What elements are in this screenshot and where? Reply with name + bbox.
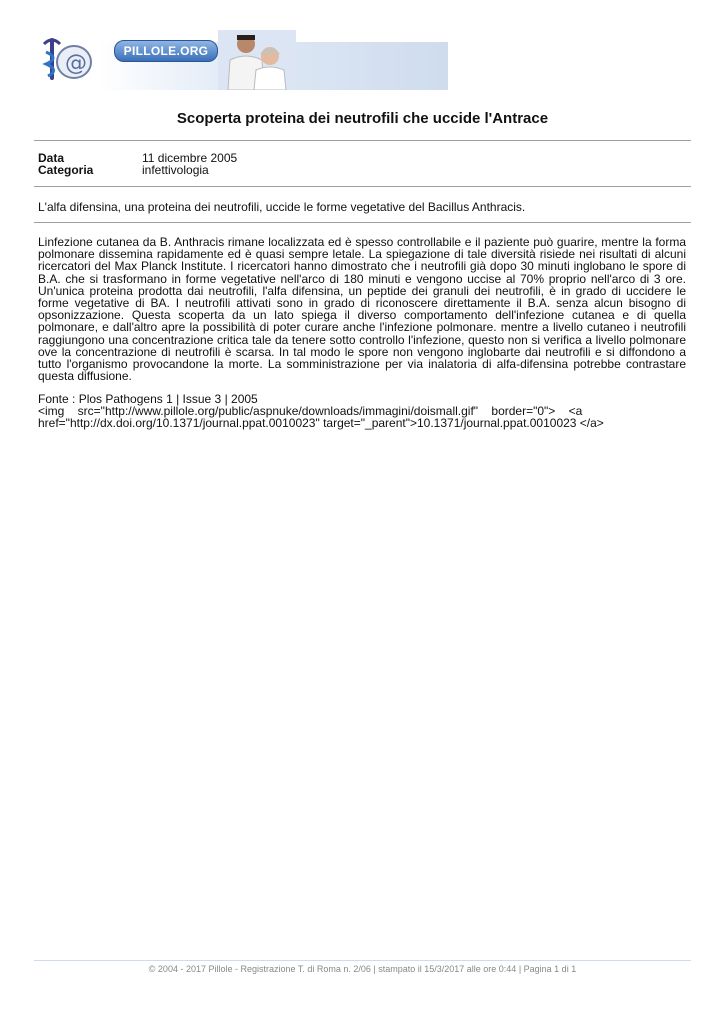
category-row [38, 164, 237, 176]
category-label: Categoria [38, 163, 94, 177]
article-title: Scoperta proteina dei neutrofili che uccide l'Antrace [176, 110, 549, 127]
article-source [38, 393, 658, 429]
svg-text:@: @ [65, 51, 87, 76]
source-line: Fonte : Plos Pathogens 1 | Issue 3 | 2005 [38, 392, 258, 406]
footer-divider [34, 960, 691, 961]
site-logo[interactable]: PILLOLE.ORG [114, 40, 218, 62]
article-meta [38, 152, 237, 176]
doctors-photo [218, 30, 296, 90]
source-code-line: href="http://dx.doi.org/10.1371/journal.ppat.0010023" target="_parent">10.1371/journal.ppat.0010023 </a> [38, 416, 604, 430]
divider [34, 222, 691, 223]
date-label: Data [38, 151, 65, 165]
article-body: Linfezione cutanea da B. Anthracis rimane localizzata ed è spesso controllabile e il paziente può guarire, mentre la forma polmonare dissemina rapidamente ed è quasi sempre letale. La spiegazione di tale diversità risiede nei risultati di alcuni ricercatori del Max Planck Institute. I ricercatori hanno dimostrato che i neutrofili già dopo 30 minuti inglobano le spore di B.A. che si trasformano in forme vegetative nell'arco di 180 minuti e vengono uccise al 70% proprio nell'arco di 3 ore. Un'unica proteina prodotta dai neutrofili, l'alfa difensina, un peptide dei granuli dei neutrofili, è in grado di uccidere le forme vegetative di BA. I neutrofili attivati sono in grado di riconoscere direttamente il B.A. senza alcun bisogno di opsonizzazione. Questa scoperta da un lato spiega il diverso comportamento dell'infezione cutanea e di quella polmonare, e dall'altro apre la possibilità di poter curare anche l'infezione polmonare. mentre a livello cutaneo i neutrofili raggiungono una concentrazione critica tale da tenere sotto controllo l'infezione, questo non si verifica a livello polmonare ove la concentrazione di neutrofili è scarsa. In tal modo le spore non vengono inglobarte dai neutrofili e si diffondono a tutto l'organismo provocandone la morte. La somministrazione per via inalatoria di alfa-difensina potrebbe contrastare questa diffusione. [38, 235, 686, 384]
date-value: 11 dicembre 2005 [142, 151, 238, 165]
divider [34, 140, 691, 141]
article-summary: L'alfa difensina, una proteina dei neutrofili, uccide le forme vegetative del Bacillus Anthracis. [38, 200, 526, 214]
divider [34, 186, 691, 187]
source-code-line: <img src="http://www.pillole.org/public/aspnuke/downloads/immagini/doismall.gif" border="0"> <a [38, 404, 583, 418]
caduceus-at-icon [38, 34, 94, 84]
site-header [38, 30, 448, 90]
category-value: infettivologia [142, 163, 209, 177]
page-footer: © 2004 - 2017 Pillole - Registrazione T. di Roma n. 2/06 | stampato il 15/3/2017 alle ore 0:44 | Pagina 1 di 1 [148, 964, 577, 974]
